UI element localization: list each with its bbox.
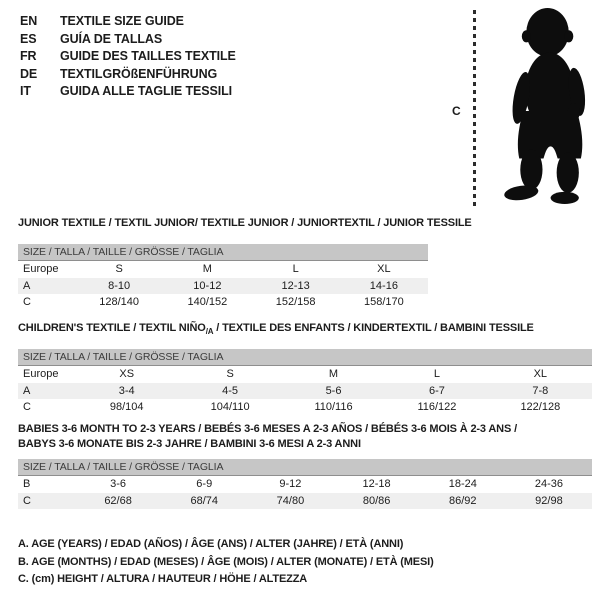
baby-silhouette-icon [486,5,599,207]
size-cell: S [226,368,234,381]
size-cell: 122/128 [520,401,561,414]
babies-size-table [18,422,592,509]
size-cell: M [202,263,212,276]
language-title: GUIDE DES TAILLES TEXTILE [60,49,236,63]
size-cell: 3-4 [118,384,135,397]
row-label: C [23,296,31,309]
table-title-text: JUNIOR TEXTILE / TEXTIL JUNIOR/ TEXTILE JUNIOR / JUNIORTEXTIL / JUNIOR TESSILE [18,217,472,229]
table-row [18,476,592,493]
table-title-line1: BABIES 3-6 MONTH TO 2-3 YEARS / BEBÉS 3-6 MESES A 2-3 AÑOS / BÉBÉS 3-6 MOIS À 2-3 ANS / [18,423,517,435]
row-label: C [23,401,31,414]
size-cell: 12-13 [281,279,310,292]
footnote-c: C. (cm) HEIGHT / ALTURA / HAUTEUR / HÖHE / ALTEZZA [18,573,308,585]
size-cell: 6-9 [196,478,213,490]
row-label: Europe [23,368,59,381]
size-cell: 5-6 [325,384,342,397]
row-label: A [23,384,31,397]
table-title [18,216,472,234]
language-title: GUÍA DE TALLAS [60,31,163,46]
language-header [20,13,236,101]
language-code: IT [20,84,31,98]
size-cell: 98/104 [109,401,144,414]
table-title [18,422,592,452]
size-header-bar: SIZE / TALLA / TAILLE / GRÖSSE / TAGLIA [18,349,592,366]
size-cell: 80/86 [362,494,391,507]
height-measure-dashed-line [473,10,476,207]
table-row [18,493,592,510]
language-title: TEXTILE SIZE GUIDE [60,14,184,28]
size-cell: 116/122 [417,401,457,414]
language-row-de [20,66,236,84]
row-label: B [23,478,31,490]
language-code: EN [20,14,38,28]
row-label: C [23,494,31,507]
size-cell: 6-7 [428,384,445,397]
size-cell: 92/98 [535,494,563,507]
table-title-text: CHILDREN'S TEXTILE / TEXTIL NIÑO [18,322,206,334]
size-cell: 8-10 [108,279,131,292]
size-cell: XS [119,368,135,381]
size-header-bar: SIZE / TALLA / TAILLE / GRÖSSE / TAGLIA [18,244,428,261]
table-title-subscript: /A [205,327,214,337]
row-label: A [23,279,31,292]
language-row-es [20,31,236,49]
language-code: FR [20,49,37,63]
junior-size-table [18,216,472,311]
size-cell: XL [377,263,391,276]
size-cell: 158/170 [363,296,404,309]
size-cell: 110/116 [314,401,353,414]
table-rows [18,476,592,509]
size-cell: 12-18 [362,478,391,490]
table-rows [18,261,428,311]
table-row [18,294,428,311]
size-cell: 3-6 [110,478,127,490]
language-title: TEXTILGRÖßENFÜHRUNG [60,66,218,81]
row-label: Europe [23,263,59,276]
size-cell: 7-8 [532,384,549,397]
table-rows [18,366,592,416]
size-cell: 18-24 [448,478,477,490]
size-cell: 152/158 [275,296,316,309]
table-row [18,261,428,278]
footnote-a: A. AGE (YEARS) / EDAD (AÑOS) / ÂGE (ANS) / ALTER (JAHRE) / ETÀ (ANNI) [18,538,404,550]
table-title-line2: BABYS 3-6 MONATE BIS 2-3 JAHRE / BAMBINI 3-6 MESI A 2-3 ANNI [18,438,361,450]
size-header-bar: SIZE / TALLA / TAILLE / GRÖSSE / TAGLIA [18,459,592,476]
size-cell: 9-12 [279,478,302,490]
table-row [18,366,592,383]
size-cell: 86/92 [449,494,477,507]
size-cell: 104/110 [210,401,250,414]
language-row-it [20,83,236,101]
table-row [18,383,592,400]
language-row-fr [20,48,236,66]
size-cell: M [328,368,339,381]
height-measure-label: C [452,104,461,118]
size-cell: 74/80 [276,494,305,507]
size-cell: 140/152 [187,296,228,309]
table-title-text: / TEXTILE DES ENFANTS / KINDERTEXTIL / BAMBINI TESSILE [213,322,534,334]
language-code: ES [20,31,37,46]
size-cell: 62/68 [104,494,132,507]
size-cell: 4-5 [222,384,239,397]
size-cell: 14-16 [369,279,398,292]
size-cell: L [433,368,440,381]
size-cell: 68/74 [190,494,219,507]
size-cell: S [115,263,123,276]
language-code: DE [20,66,38,81]
language-title: GUIDA ALLE TAGLIE TESSILI [60,84,233,98]
table-row [18,399,592,416]
size-cell: 24-36 [534,478,564,490]
size-cell: 10-12 [193,279,222,292]
size-cell: L [292,263,299,276]
size-cell: XL [533,368,548,381]
footnote-b: B. AGE (MONTHS) / EDAD (MESES) / ÂGE (MOIS) / ALTER (MONATE) / ETÀ (MESI) [18,555,434,568]
children-size-table [18,321,592,416]
language-row-en [20,13,236,31]
table-title [18,321,592,339]
table-row [18,278,428,295]
size-cell: 128/140 [99,296,139,309]
footnotes [18,536,434,589]
